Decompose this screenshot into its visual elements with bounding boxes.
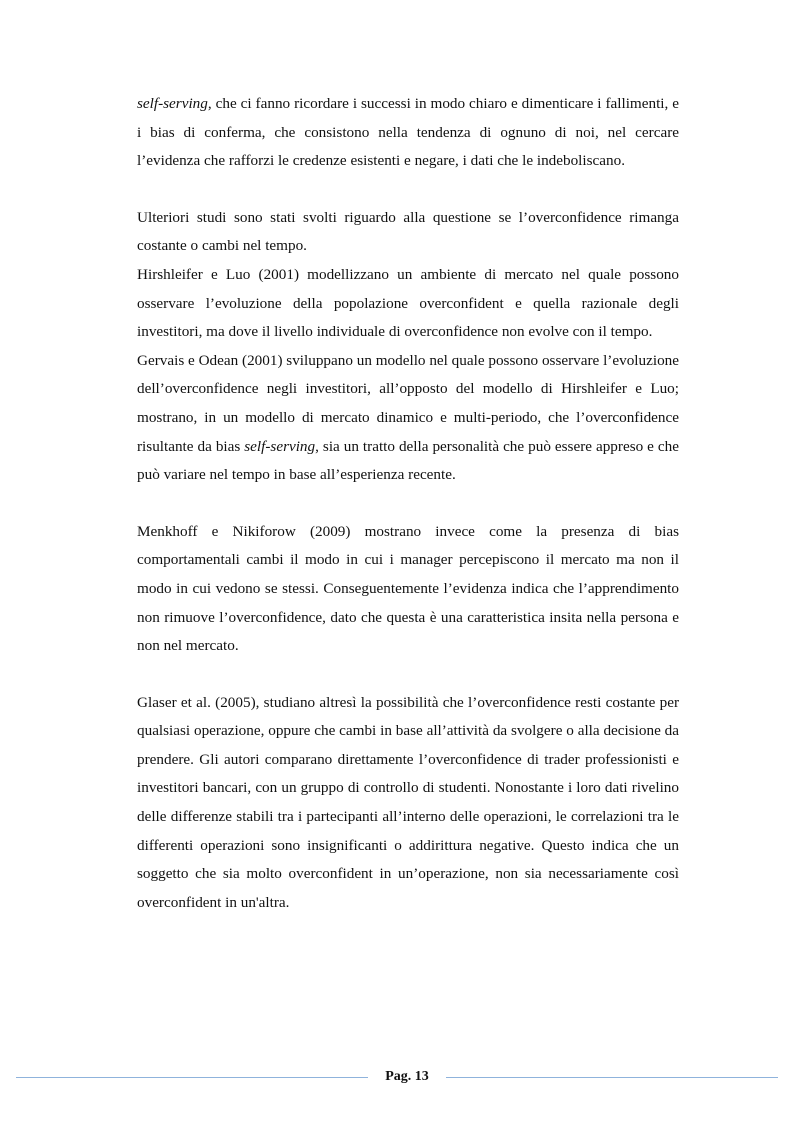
paragraph-overconfidence-time bbox=[137, 204, 679, 261]
paragraph-text: Hirshleifer e Luo (2001) modellizzano un ambiente di mercato nel quale possono osservare l’evoluzione della popolazione overconfident e quella razionale degli investitori, ma dove il livello individuale di overconfidence non evolve con il tempo. bbox=[137, 265, 679, 341]
italic-term: self-serving bbox=[137, 95, 208, 112]
paragraph-text: , sia un tratto della personalità che può essere appreso e che può variare nel tempo in base all’esperienza recente. bbox=[137, 437, 679, 484]
paragraph-gervais-odean bbox=[137, 347, 679, 490]
paragraph-text: , che ci fanno ricordare i successi in modo chiaro e dimenticare i fallimenti, e i bias di conferma, che consistono nella tendenza di ognuno di noi, nel cercare l’evidenza che rafforzi le credenze esistenti e negare, i dati che le indeboliscano. bbox=[137, 95, 679, 170]
italic-term: self-serving bbox=[244, 437, 316, 455]
document-body bbox=[137, 90, 679, 917]
paragraph-self-serving bbox=[137, 90, 679, 176]
paragraph-hirshleifer-luo bbox=[137, 261, 679, 347]
paragraph-menkhoff-nikiforow bbox=[137, 518, 679, 661]
footer-rule-right bbox=[446, 1077, 778, 1078]
paragraph-text: Menkhoff e Nikiforow (2009) mostrano invece come la presenza di bias comportamentali cambi il modo in cui i manager percepiscono il mercato ma non il modo in cui vedono se stessi. Conseguentemente l’evidenza indica che l’apprendimento non rimuove l’overconfidence, dato che questa è una caratteristica insita nella persona e non nel mercato. bbox=[137, 522, 679, 655]
paragraph-glaser bbox=[137, 689, 679, 918]
paragraph-text: Ulteriori studi sono stati svolti riguardo alla questione se l’overconfidence rimanga costante o cambi nel tempo. bbox=[137, 208, 679, 255]
paragraph-text: Glaser et al. (2005), studiano altresì la possibilità che l’overconfidence resti costante per qualsiasi operazione, oppure che cambi in base all’attività da svolgere o alla decisione da prendere. Gli autori comparano direttamente l’overconfidence di trader professionisti e investitori bancari, con un gruppo di controllo di studenti. Nonostante i loro dati rivelino delle differenze stabili tra i partecipanti all’interno delle operazioni, le correlazioni tra le differenti operazioni sono insignificanti o addirittura negative. Questo indica che un soggetto che sia molto overconfident in un’operazione, non sia necessariamente così overconfident in un'altra. bbox=[137, 693, 679, 911]
paragraph-text: Gervais e Odean (2001) sviluppano un modello nel quale possono osservare l’evoluzione dell’overconfidence negli investitori, all’opposto del modello di Hirshleifer e Luo; mostrano, in un modello di mercato dinamico e multi-periodo, che l’overconfidence risultante da bias bbox=[137, 351, 679, 455]
page-footer bbox=[16, 1067, 778, 1087]
footer-rule-left bbox=[16, 1077, 368, 1078]
page-number: Pag. 13 bbox=[385, 1069, 429, 1084]
